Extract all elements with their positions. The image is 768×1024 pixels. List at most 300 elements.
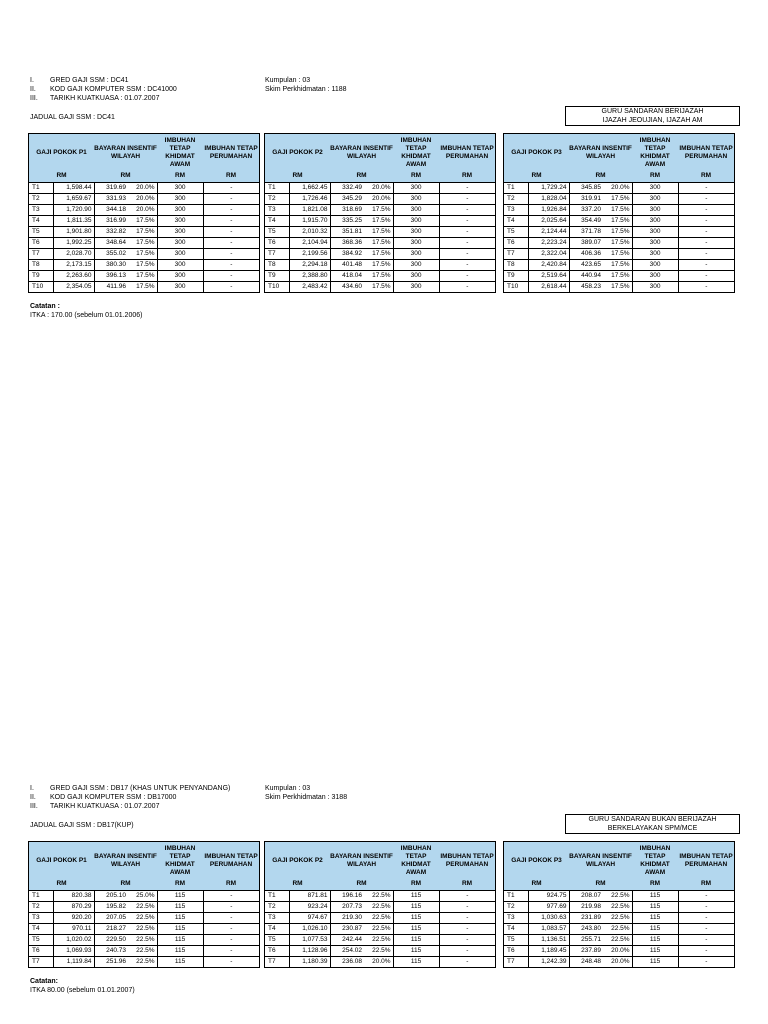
step-cell: T4 xyxy=(504,215,528,226)
table-row xyxy=(504,945,734,956)
salary-table xyxy=(265,842,495,968)
itp-cell: - xyxy=(203,182,259,193)
rm-unit-bayaran: RM xyxy=(94,879,157,890)
itka-cell: 115 xyxy=(157,956,203,967)
step-cell: T5 xyxy=(29,226,53,237)
col-gaji-pokok-header: GAJI POKOK P3 xyxy=(504,134,569,171)
itka-cell: 300 xyxy=(632,193,678,204)
table-row xyxy=(265,237,495,248)
step-cell: T1 xyxy=(29,890,53,901)
table-row xyxy=(504,281,734,292)
bayaran-cell: 332.49 xyxy=(330,182,364,193)
gaji-pokok-cell: 1,083.57 xyxy=(528,923,569,934)
gaji-pokok-cell: 1,242.39 xyxy=(528,956,569,967)
itp-cell: - xyxy=(203,281,259,292)
gaji-pokok-cell: 2,519.64 xyxy=(528,270,569,281)
percent-cell: 20.0% xyxy=(603,956,632,967)
itka-cell: 300 xyxy=(632,259,678,270)
itka-cell: 115 xyxy=(157,945,203,956)
table-row xyxy=(29,934,259,945)
step-cell: T7 xyxy=(504,248,528,259)
itp-cell: - xyxy=(203,934,259,945)
gaji-pokok-cell: 1,901.80 xyxy=(53,226,94,237)
itp-cell: - xyxy=(439,226,495,237)
table-row xyxy=(265,182,495,193)
bayaran-cell: 368.36 xyxy=(330,237,364,248)
table-row xyxy=(265,215,495,226)
col-gaji-pokok-header: GAJI POKOK P3 xyxy=(504,842,569,879)
bayaran-cell: 236.08 xyxy=(330,956,364,967)
step-cell: T5 xyxy=(265,226,289,237)
gaji-pokok-cell: 1,077.53 xyxy=(289,934,330,945)
step-cell: T1 xyxy=(504,890,528,901)
rm-unit-itp: RM xyxy=(203,879,259,890)
table-row xyxy=(504,193,734,204)
table-row xyxy=(504,890,734,901)
bayaran-cell: 411.96 xyxy=(94,281,128,292)
step-cell: T7 xyxy=(29,956,53,967)
percent-cell: 17.5% xyxy=(364,259,393,270)
itp-cell: - xyxy=(678,226,734,237)
percent-cell: 22.5% xyxy=(128,956,157,967)
salary-table xyxy=(29,134,259,293)
gaji-pokok-cell: 2,263.60 xyxy=(53,270,94,281)
bayaran-cell: 344.18 xyxy=(94,204,128,215)
rm-unit-itp: RM xyxy=(439,171,495,182)
percent-cell: 20.0% xyxy=(128,204,157,215)
percent-cell: 17.5% xyxy=(364,281,393,292)
gaji-pokok-cell: 2,322.04 xyxy=(528,248,569,259)
rm-unit-itka: RM xyxy=(393,879,439,890)
bayaran-cell: 208.07 xyxy=(569,890,603,901)
table-row xyxy=(504,226,734,237)
percent-cell: 20.0% xyxy=(128,182,157,193)
gaji-pokok-cell: 2,028.70 xyxy=(53,248,94,259)
step-cell: T5 xyxy=(265,934,289,945)
itp-cell: - xyxy=(678,237,734,248)
bayaran-cell: 354.49 xyxy=(569,215,603,226)
step-cell: T2 xyxy=(265,193,289,204)
gaji-pokok-cell: 1,598.44 xyxy=(53,182,94,193)
header-line xyxy=(30,793,176,802)
notes-title: Catatan: xyxy=(30,978,59,985)
step-cell: T3 xyxy=(29,204,53,215)
bayaran-cell: 348.64 xyxy=(94,237,128,248)
step-cell: T8 xyxy=(504,259,528,270)
bayaran-cell: 219.98 xyxy=(569,901,603,912)
itka-cell: 115 xyxy=(632,912,678,923)
percent-cell: 17.5% xyxy=(603,193,632,204)
header-line xyxy=(30,94,159,103)
itp-cell: - xyxy=(203,912,259,923)
bayaran-cell: 254.02 xyxy=(330,945,364,956)
itp-cell: - xyxy=(203,956,259,967)
itka-cell: 300 xyxy=(157,237,203,248)
itka-cell: 300 xyxy=(632,281,678,292)
itka-cell: 300 xyxy=(393,204,439,215)
gaji-pokok-cell: 1,926.84 xyxy=(528,204,569,215)
step-cell: T5 xyxy=(504,226,528,237)
bayaran-cell: 230.87 xyxy=(330,923,364,934)
step-cell: T1 xyxy=(29,182,53,193)
gaji-pokok-cell: 924.75 xyxy=(528,890,569,901)
itka-cell: 115 xyxy=(393,945,439,956)
itp-cell: - xyxy=(678,259,734,270)
col-bayaran-header: BAYARAN INSENTIF WILAYAH xyxy=(94,134,157,171)
table-row xyxy=(29,182,259,193)
percent-cell: 17.5% xyxy=(128,226,157,237)
step-cell: T1 xyxy=(504,182,528,193)
rm-unit-itka: RM xyxy=(632,879,678,890)
gaji-pokok-cell: 820.38 xyxy=(53,890,94,901)
itka-cell: 300 xyxy=(632,270,678,281)
col-itp-header: IMBUHAN TETAP PERUMAHAN xyxy=(203,134,259,171)
rm-unit-bayaran: RM xyxy=(569,879,632,890)
itka-cell: 300 xyxy=(632,237,678,248)
itka-cell: 300 xyxy=(393,226,439,237)
table-row xyxy=(265,281,495,292)
itp-cell: - xyxy=(203,248,259,259)
step-cell: T7 xyxy=(265,956,289,967)
salary-table xyxy=(504,842,734,968)
itp-cell: - xyxy=(678,923,734,934)
percent-cell: 17.5% xyxy=(128,215,157,226)
table-row xyxy=(265,270,495,281)
gaji-pokok-cell: 1,821.08 xyxy=(289,204,330,215)
table-row xyxy=(504,215,734,226)
itp-cell: - xyxy=(203,901,259,912)
table-row xyxy=(265,193,495,204)
rm-unit-itka: RM xyxy=(157,879,203,890)
itp-cell: - xyxy=(203,204,259,215)
itp-cell: - xyxy=(678,934,734,945)
table-row xyxy=(265,945,495,956)
bayaran-cell: 371.78 xyxy=(569,226,603,237)
itka-cell: 300 xyxy=(393,259,439,270)
percent-cell: 20.0% xyxy=(128,193,157,204)
bayaran-cell: 355.02 xyxy=(94,248,128,259)
guru-category-line: GURU SANDARAN BUKAN BERIJAZAH xyxy=(588,816,717,823)
itka-cell: 300 xyxy=(157,281,203,292)
itp-cell: - xyxy=(678,215,734,226)
col-gaji-pokok-header: GAJI POKOK P2 xyxy=(265,842,330,879)
bayaran-cell: 401.48 xyxy=(330,259,364,270)
rm-unit-itp: RM xyxy=(203,171,259,182)
itka-cell: 300 xyxy=(632,248,678,259)
header-number: I. xyxy=(30,785,34,792)
table-row xyxy=(265,956,495,967)
percent-cell: 17.5% xyxy=(128,259,157,270)
itp-cell: - xyxy=(678,182,734,193)
header-line xyxy=(30,76,129,85)
step-cell: T6 xyxy=(504,237,528,248)
step-cell: T4 xyxy=(265,923,289,934)
percent-cell: 22.5% xyxy=(364,934,393,945)
gaji-pokok-cell: 1,915.70 xyxy=(289,215,330,226)
itka-cell: 300 xyxy=(157,270,203,281)
itka-cell: 115 xyxy=(157,934,203,945)
bayaran-cell: 440.94 xyxy=(569,270,603,281)
itka-cell: 300 xyxy=(393,281,439,292)
bayaran-cell: 351.81 xyxy=(330,226,364,237)
table-row xyxy=(29,248,259,259)
itka-cell: 115 xyxy=(393,934,439,945)
gaji-pokok-cell: 2,104.94 xyxy=(289,237,330,248)
table-row xyxy=(265,890,495,901)
kumpulan-label: Kumpulan : 03 xyxy=(265,785,311,792)
gaji-pokok-cell: 974.67 xyxy=(289,912,330,923)
header-line xyxy=(30,802,159,811)
rm-unit-gaji: RM xyxy=(504,879,569,890)
itka-cell: 115 xyxy=(393,912,439,923)
rm-unit-gaji: RM xyxy=(265,879,330,890)
step-cell: T10 xyxy=(29,281,53,292)
gaji-pokok-cell: 1,020.02 xyxy=(53,934,94,945)
gaji-pokok-cell: 2,294.18 xyxy=(289,259,330,270)
itka-cell: 115 xyxy=(393,923,439,934)
step-cell: T1 xyxy=(265,890,289,901)
table-row xyxy=(265,248,495,259)
header-text: KOD GAJI KOMPUTER SSM : DB17000 xyxy=(50,794,177,801)
percent-cell: 17.5% xyxy=(603,237,632,248)
table-row xyxy=(265,204,495,215)
kumpulan-label: Kumpulan : 03 xyxy=(265,77,311,84)
salary-table xyxy=(29,842,259,968)
itp-cell: - xyxy=(439,204,495,215)
step-cell: T4 xyxy=(29,923,53,934)
rm-unit-bayaran: RM xyxy=(330,171,393,182)
salary-schedule-title: JADUAL GAJI SSM : DB17(KUP) xyxy=(30,822,134,829)
percent-cell: 17.5% xyxy=(603,204,632,215)
table-row xyxy=(265,923,495,934)
table-row xyxy=(504,934,734,945)
salary-section xyxy=(0,76,768,319)
step-cell: T4 xyxy=(265,215,289,226)
rm-unit-bayaran: RM xyxy=(330,879,393,890)
itp-cell: - xyxy=(439,890,495,901)
percent-cell: 22.5% xyxy=(603,901,632,912)
table-row xyxy=(504,270,734,281)
header-line xyxy=(30,784,230,793)
percent-cell: 20.0% xyxy=(364,193,393,204)
bayaran-cell: 458.23 xyxy=(569,281,603,292)
gaji-pokok-cell: 2,223.24 xyxy=(528,237,569,248)
bayaran-cell: 248.48 xyxy=(569,956,603,967)
gaji-pokok-cell: 1,828.04 xyxy=(528,193,569,204)
itka-cell: 115 xyxy=(393,890,439,901)
step-cell: T2 xyxy=(504,901,528,912)
col-bayaran-header: BAYARAN INSENTIF WILAYAH xyxy=(569,842,632,879)
col-itp-header: IMBUHAN TETAP PERUMAHAN xyxy=(678,842,734,879)
itka-cell: 115 xyxy=(157,923,203,934)
step-cell: T7 xyxy=(504,956,528,967)
percent-cell: 17.5% xyxy=(364,270,393,281)
bayaran-cell: 434.60 xyxy=(330,281,364,292)
percent-cell: 17.5% xyxy=(603,215,632,226)
table-row xyxy=(29,226,259,237)
percent-cell: 17.5% xyxy=(128,237,157,248)
header-text: GRED GAJI SSM : DB17 (KHAS UNTUK PENYANDANG) xyxy=(50,785,231,792)
header-text: KOD GAJI KOMPUTER SSM : DC41000 xyxy=(50,86,177,93)
step-cell: T4 xyxy=(29,215,53,226)
gaji-pokok-cell: 1,729.24 xyxy=(528,182,569,193)
gaji-pokok-cell: 1,720.90 xyxy=(53,204,94,215)
gaji-pokok-cell: 871.81 xyxy=(289,890,330,901)
itp-cell: - xyxy=(439,248,495,259)
guru-category-line: GURU SANDARAN BERIJAZAH xyxy=(601,108,704,115)
percent-cell: 22.5% xyxy=(603,934,632,945)
percent-cell: 20.0% xyxy=(364,182,393,193)
itka-cell: 300 xyxy=(632,215,678,226)
itp-cell: - xyxy=(678,204,734,215)
percent-cell: 20.0% xyxy=(364,956,393,967)
bayaran-cell: 345.85 xyxy=(569,182,603,193)
bayaran-cell: 229.50 xyxy=(94,934,128,945)
header-number: II. xyxy=(30,794,36,801)
gaji-pokok-cell: 2,354.05 xyxy=(53,281,94,292)
itp-cell: - xyxy=(439,934,495,945)
itp-cell: - xyxy=(203,193,259,204)
table-row xyxy=(504,901,734,912)
gaji-pokok-cell: 1,726.46 xyxy=(289,193,330,204)
step-cell: T5 xyxy=(29,934,53,945)
step-cell: T10 xyxy=(504,281,528,292)
percent-cell: 20.0% xyxy=(603,945,632,956)
percent-cell: 22.5% xyxy=(128,945,157,956)
rm-unit-itp: RM xyxy=(678,879,734,890)
table-row xyxy=(29,259,259,270)
step-cell: T7 xyxy=(29,248,53,259)
table-row xyxy=(29,956,259,967)
itp-cell: - xyxy=(678,912,734,923)
col-itka-header: IMBUHAN TETAP KHIDMAT AWAM xyxy=(393,842,439,879)
itp-cell: - xyxy=(203,215,259,226)
percent-cell: 17.5% xyxy=(603,259,632,270)
bayaran-cell: 205.10 xyxy=(94,890,128,901)
header-text: TARIKH KUATKUASA : 01.07.2007 xyxy=(50,803,160,810)
percent-cell: 17.5% xyxy=(364,237,393,248)
table-row xyxy=(29,945,259,956)
step-cell: T5 xyxy=(504,934,528,945)
table-row xyxy=(29,237,259,248)
header-number: III. xyxy=(30,95,38,102)
percent-cell: 17.5% xyxy=(128,248,157,259)
step-cell: T6 xyxy=(265,945,289,956)
gaji-pokok-cell: 2,010.32 xyxy=(289,226,330,237)
itp-cell: - xyxy=(439,270,495,281)
gaji-pokok-cell: 970.11 xyxy=(53,923,94,934)
header-line xyxy=(30,85,177,94)
itka-cell: 300 xyxy=(393,270,439,281)
table-row xyxy=(29,912,259,923)
rm-unit-bayaran: RM xyxy=(94,171,157,182)
skim-label: Skim Perkhidmatan : 1188 xyxy=(265,86,347,93)
guru-category-box xyxy=(565,814,740,834)
gaji-pokok-cell: 2,199.56 xyxy=(289,248,330,259)
gaji-pokok-cell: 1,992.25 xyxy=(53,237,94,248)
col-itp-header: IMBUHAN TETAP PERUMAHAN xyxy=(678,134,734,171)
percent-cell: 17.5% xyxy=(364,248,393,259)
gaji-pokok-cell: 2,388.80 xyxy=(289,270,330,281)
header-text: GRED GAJI SSM : DC41 xyxy=(50,77,129,84)
step-cell: T3 xyxy=(504,204,528,215)
bayaran-cell: 418.04 xyxy=(330,270,364,281)
itp-cell: - xyxy=(203,226,259,237)
header-text: TARIKH KUATKUASA : 01.07.2007 xyxy=(50,95,160,102)
itp-cell: - xyxy=(678,956,734,967)
itka-cell: 115 xyxy=(632,934,678,945)
table-row xyxy=(265,912,495,923)
gaji-pokok-cell: 1,662.45 xyxy=(289,182,330,193)
gaji-pokok-cell: 2,618.44 xyxy=(528,281,569,292)
col-bayaran-header: BAYARAN INSENTIF WILAYAH xyxy=(330,842,393,879)
rm-unit-bayaran: RM xyxy=(569,171,632,182)
header-number: I. xyxy=(30,77,34,84)
bayaran-cell: 219.30 xyxy=(330,912,364,923)
itka-cell: 115 xyxy=(157,901,203,912)
table-row xyxy=(29,901,259,912)
col-bayaran-header: BAYARAN INSENTIF WILAYAH xyxy=(330,134,393,171)
step-cell: T2 xyxy=(265,901,289,912)
itp-cell: - xyxy=(678,281,734,292)
bayaran-cell: 337.20 xyxy=(569,204,603,215)
bayaran-cell: 319.91 xyxy=(569,193,603,204)
bayaran-cell: 384.92 xyxy=(330,248,364,259)
percent-cell: 22.5% xyxy=(603,912,632,923)
rm-unit-gaji: RM xyxy=(29,879,94,890)
table-row xyxy=(504,912,734,923)
percent-cell: 17.5% xyxy=(603,281,632,292)
bayaran-cell: 242.44 xyxy=(330,934,364,945)
step-cell: T9 xyxy=(265,270,289,281)
bayaran-cell: 207.73 xyxy=(330,901,364,912)
gaji-pokok-cell: 1,119.84 xyxy=(53,956,94,967)
gaji-pokok-cell: 2,483.42 xyxy=(289,281,330,292)
itka-cell: 300 xyxy=(157,215,203,226)
itka-cell: 115 xyxy=(157,912,203,923)
itp-cell: - xyxy=(203,923,259,934)
bayaran-cell: 335.25 xyxy=(330,215,364,226)
rm-unit-itka: RM xyxy=(157,171,203,182)
table-row xyxy=(265,934,495,945)
rm-unit-itka: RM xyxy=(632,171,678,182)
step-cell: T8 xyxy=(29,259,53,270)
step-cell: T2 xyxy=(29,193,53,204)
bayaran-cell: 396.13 xyxy=(94,270,128,281)
itka-cell: 115 xyxy=(632,901,678,912)
itp-cell: - xyxy=(439,182,495,193)
percent-cell: 22.5% xyxy=(128,912,157,923)
gaji-pokok-cell: 1,136.51 xyxy=(528,934,569,945)
itka-cell: 115 xyxy=(393,956,439,967)
step-cell: T6 xyxy=(504,945,528,956)
table-row xyxy=(504,248,734,259)
itp-cell: - xyxy=(439,193,495,204)
col-itka-header: IMBUHAN TETAP KHIDMAT AWAM xyxy=(632,134,678,171)
step-cell: T4 xyxy=(504,923,528,934)
skim-label: Skim Perkhidmatan : 3188 xyxy=(265,794,348,801)
table-row xyxy=(265,226,495,237)
step-cell: T9 xyxy=(29,270,53,281)
itka-cell: 115 xyxy=(393,901,439,912)
gaji-pokok-cell: 2,025.64 xyxy=(528,215,569,226)
col-itp-header: IMBUHAN TETAP PERUMAHAN xyxy=(439,842,495,879)
itka-cell: 115 xyxy=(632,923,678,934)
table-row xyxy=(29,281,259,292)
salary-section xyxy=(0,784,768,1024)
bayaran-cell: 251.96 xyxy=(94,956,128,967)
col-itka-header: IMBUHAN TETAP KHIDMAT AWAM xyxy=(157,842,203,879)
